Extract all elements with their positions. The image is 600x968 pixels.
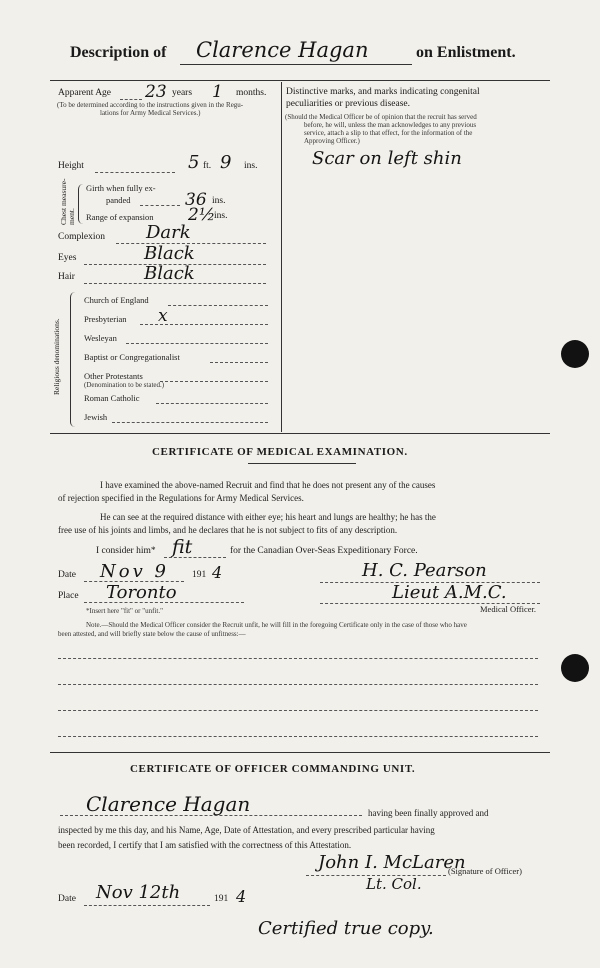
commanding-date-dots <box>84 905 210 906</box>
religion-dots-6 <box>156 403 268 404</box>
age-label: Apparent Age <box>58 88 112 98</box>
religion-brace <box>70 292 75 427</box>
commanding-recruit-name: Clarence Hagan <box>86 792 251 816</box>
marks-note-1: (Should the Medical Officer be of opinion that the recruit has served <box>285 113 477 121</box>
medical-year-digit: 4 <box>212 563 223 582</box>
commanding-name-dots <box>60 815 362 816</box>
religion-other: Other Protestants <box>84 371 143 381</box>
medical-date-value: Nov 9 <box>100 561 169 582</box>
section-rule-1 <box>50 433 550 434</box>
marks-label-1: Distinctive marks, and marks indicating congenital <box>286 87 480 97</box>
girth-label-2: panded <box>106 195 131 205</box>
months-label: months. <box>236 88 267 98</box>
religion-presbyterian-mark: x <box>158 306 168 326</box>
religion-dots-7 <box>112 422 268 423</box>
religion-presbyterian: Presbyterian <box>84 314 127 324</box>
religion-dots-3 <box>126 343 268 344</box>
header-name-line <box>180 64 412 65</box>
fit-unfit-note: *Insert here "fit" or "unfit." <box>86 607 163 615</box>
medical-officer-label: Medical Officer. <box>480 604 537 614</box>
marks-note-4: Approving Officer.) <box>304 137 360 145</box>
medical-officer-signature: H. C. Pearson <box>362 560 487 581</box>
medical-paragraph-1-line-1: I have examined the above-named Recruit and find that he does not present any of the causes <box>100 480 436 490</box>
chest-brace <box>78 184 83 224</box>
medical-paragraph-1-line-2: of rejection specified in the Regulations for Army Medical Services. <box>58 493 304 503</box>
commanding-paragraph-line-1: having been finally approved and <box>368 808 489 818</box>
ins-label: ins. <box>244 161 258 171</box>
header-suffix: on Enlistment. <box>416 44 516 61</box>
commanding-certificate-title: CERTIFICATE OF OFFICER COMMANDING UNIT. <box>130 763 416 775</box>
range-ins-label: ins. <box>214 211 228 221</box>
chest-side-label: Chest measure-ment. <box>59 178 76 225</box>
distinctive-marks-value: Scar on left shin <box>312 148 462 169</box>
religion-dots-4 <box>210 362 268 363</box>
marks-note-2: before, he will, unless the man acknowledges to any previous <box>304 121 477 129</box>
certified-true-copy: Certified true copy. <box>258 918 434 939</box>
fitness-value: fit <box>172 536 193 558</box>
eyes-label: Eyes <box>58 253 77 263</box>
commanding-paragraph-line-2: inspected by me this day, and his Name, Age, Date of Attestation, and every prescribed particular having <box>58 825 435 835</box>
unfit-line-3 <box>58 710 538 711</box>
recruit-name: Clarence Hagan <box>196 38 369 62</box>
ft-label: ft. <box>203 161 212 171</box>
religion-side-label: Religious denominations. <box>52 318 61 395</box>
section-rule-2 <box>50 752 550 753</box>
years-label: years <box>172 88 193 98</box>
age-note-line-2: lations for Army Medical Services.) <box>100 109 201 117</box>
commanding-year-prefix: 191 <box>214 894 229 904</box>
commanding-officer-rank: Lt. Col. <box>366 875 422 893</box>
age-dots <box>120 99 142 100</box>
header-prefix: Description of <box>70 44 167 61</box>
consider-suffix: for the Canadian Over-Seas Expeditionary Force. <box>230 546 418 556</box>
height-dots <box>95 172 175 173</box>
unfit-line-1 <box>58 658 538 659</box>
medical-officer-rank: Lieut A.M.C. <box>392 582 507 603</box>
religion-church-of-england: Church of England <box>84 295 149 305</box>
girth-ins-label: ins. <box>212 196 226 206</box>
commanding-date-value: Nov 12th <box>96 882 181 903</box>
religion-other-note: (Denomination to be stated.) <box>84 381 165 389</box>
punch-hole-top <box>561 340 589 368</box>
range-value: 2½ <box>188 205 216 225</box>
complexion-label: Complexion <box>58 232 105 242</box>
commanding-year-digit: 4 <box>236 887 247 906</box>
marks-note-3: service, attach a slip to that effect, for the information of the <box>304 129 473 137</box>
medical-date-label: Date <box>58 570 76 580</box>
girth-value: 36 <box>185 190 207 210</box>
medical-certificate-title: CERTIFICATE OF MEDICAL EXAMINATION. <box>152 446 408 458</box>
commanding-signature-label: (Signature of Officer) <box>448 866 522 876</box>
unfit-line-2 <box>58 684 538 685</box>
age-note-line-1: (To be determined according to the instructions given in the Regu- <box>57 101 244 109</box>
medical-place-value: Toronto <box>106 582 177 603</box>
age-months-value: 1 <box>212 82 223 102</box>
commanding-paragraph-line-3: been recorded, I certify that I am satisfied with the correctness of this Attestation. <box>58 840 352 850</box>
religion-dots-5 <box>160 381 268 382</box>
fitness-dots <box>164 557 226 558</box>
girth-label-1: Girth when fully ex- <box>86 183 156 193</box>
height-label: Height <box>58 161 84 171</box>
medical-year-prefix: 191 <box>192 570 207 580</box>
punch-hole-bottom <box>561 654 589 682</box>
height-in-value: 9 <box>220 152 232 173</box>
unfit-line-4 <box>58 736 538 737</box>
commanding-officer-signature: John I. McLaren <box>318 852 466 873</box>
girth-dots <box>140 205 180 206</box>
hair-value: Black <box>144 263 195 284</box>
hair-label: Hair <box>58 272 75 282</box>
eyes-value: Black <box>144 243 195 264</box>
medical-place-label: Place <box>58 591 79 601</box>
height-ft-value: 5 <box>188 152 200 173</box>
complexion-value: Dark <box>146 222 191 243</box>
column-divider <box>281 82 282 432</box>
age-years-value: 23 <box>145 82 167 102</box>
religion-roman-catholic: Roman Catholic <box>84 393 140 403</box>
range-label: Range of expansion <box>86 212 154 222</box>
consider-prefix: I consider him* <box>96 546 156 556</box>
religion-wesleyan: Wesleyan <box>84 333 117 343</box>
unfit-note-line-2: been attested, and will briefly state below the cause of unfitness:— <box>58 630 246 638</box>
header-rule <box>50 80 550 81</box>
marks-label-2: peculiarities or previous disease. <box>286 99 410 109</box>
medical-place-dots <box>84 602 244 603</box>
religion-dots-1 <box>168 305 268 306</box>
medical-title-underline <box>248 463 356 464</box>
commanding-date-label: Date <box>58 894 76 904</box>
medical-paragraph-2-line-1: He can see at the required distance with either eye; his heart and lungs are healthy; he has the <box>100 512 436 522</box>
medical-paragraph-2-line-2: free use of his joints and limbs, and he declares that he is not subject to fits of any description. <box>58 525 398 535</box>
unfit-note-line-1: Note.—Should the Medical Officer consider the Recruit unfit, he will fill in the foregoing Certificate only in the case of those who have <box>86 621 467 629</box>
religion-baptist: Baptist or Congregationalist <box>84 352 180 362</box>
religion-jewish: Jewish <box>84 412 108 422</box>
